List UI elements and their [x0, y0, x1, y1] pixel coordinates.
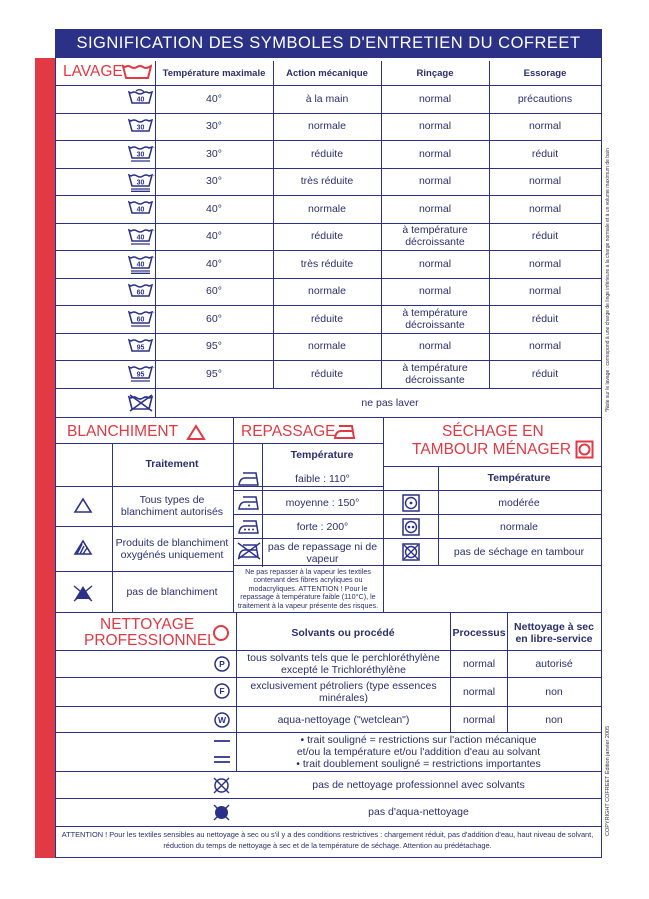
lavage-rincage: normal — [418, 285, 452, 298]
tumble-dry-icon — [575, 440, 594, 459]
svg-text:95: 95 — [136, 371, 145, 379]
lavage-column-temp: Température maximale — [162, 67, 266, 79]
lavage-rincage: normal — [418, 175, 452, 188]
repassage-note: Ne pas repasser à la vapeur les textiles contenant des fibres acryliques ou modacryliques. ATTENTION ! Pour le repassage à température faible (110°C), le traitement à la vapeur présente des risques. — [237, 566, 379, 610]
lavage-rincage: à température décroissante — [402, 306, 468, 331]
grid-hline — [56, 526, 233, 527]
sechage-column: Température — [487, 472, 551, 484]
no-aqua-label: pas d'aqua-nettoyage — [368, 806, 469, 818]
grid-hline — [56, 798, 601, 799]
wash-temp-icon — [127, 309, 155, 329]
wash-temp-icon — [127, 282, 155, 302]
grid-hline — [383, 466, 601, 467]
nettoyage-heading-1: NETTOYAGE — [100, 616, 195, 633]
dry-row-3: pas de séchage en tambour — [453, 546, 585, 558]
lavage-temp: 30° — [206, 175, 222, 188]
wash-temp-icon — [127, 227, 155, 247]
no-wash-icon — [127, 394, 155, 412]
svg-text:60: 60 — [136, 316, 145, 324]
wash-temp-icon — [127, 172, 155, 192]
lavage-temp: 95° — [206, 340, 222, 353]
wash-temp-icon — [127, 89, 155, 109]
lavage-rincage: normal — [418, 340, 452, 353]
underline-note-2: et/ou la température et/ou l'addition d'eau au solvant — [296, 746, 541, 758]
svg-text:95: 95 — [136, 344, 145, 351]
lavage-temp: 60° — [206, 312, 222, 325]
nettoyage-heading-2: PROFESSIONNEL — [84, 632, 216, 649]
sechage-heading-2: TAMBOUR MÉNAGER — [412, 441, 572, 458]
iron-row: forte : 200° — [296, 521, 349, 533]
no-wetclean-icon — [212, 803, 231, 822]
iron-row: pas de repassage ni de vapeur — [267, 541, 378, 565]
lavage-essorage: normal — [528, 340, 562, 353]
lavage-action: réduite — [310, 230, 344, 243]
svg-text:*: * — [153, 172, 155, 178]
grid-hline — [56, 826, 601, 827]
iron-icon — [333, 423, 357, 441]
bleach-row-1: Tous types de blanchiment autorisés — [120, 494, 224, 518]
no-bleach-icon — [72, 583, 94, 602]
grid-hline — [56, 417, 601, 418]
underline-icons — [212, 737, 232, 767]
bleach-triangle-icon — [186, 424, 206, 441]
lavage-action: très réduite — [300, 257, 354, 270]
lavage-essorage: réduit — [531, 230, 559, 243]
lavage-essorage: réduit — [531, 367, 559, 380]
lavage-action: réduite — [310, 367, 344, 380]
lavage-temp: 40° — [206, 230, 222, 243]
svg-text:40: 40 — [136, 96, 145, 104]
svg-text:W: W — [217, 715, 227, 726]
no-dry-clean-icon — [212, 776, 231, 795]
no-wash-label: ne pas laver — [361, 396, 419, 409]
grid-hline — [56, 443, 233, 444]
repassage-column: Température — [290, 449, 354, 461]
footer-line-1: ATTENTION ! Pour les textiles sensibles au nettoyage à sec ou s'il y a des conditions restrictives : chargement réduit, pas d'addition d'eau, haut niveau de solvant, — [61, 829, 594, 839]
lavage-rincage: normal — [418, 120, 452, 133]
lavage-essorage: normal — [528, 175, 562, 188]
lavage-essorage: précautions — [517, 92, 573, 105]
lavage-action: réduite — [310, 312, 344, 325]
sechage-heading-1: SÉCHAGE EN — [442, 423, 544, 440]
lavage-column-action: Action mécanique — [286, 67, 368, 79]
lavage-temp: 40° — [206, 257, 222, 270]
lavage-temp: 60° — [206, 285, 222, 298]
lavage-temp: 95° — [206, 367, 222, 380]
dry-clean-w-icon — [213, 711, 231, 729]
dry-row-1: modérée — [498, 497, 540, 509]
nettoyage-column-3: Nettoyage à sec en libre-service — [514, 621, 594, 645]
nettoyage-self: non — [545, 686, 563, 698]
svg-text:30: 30 — [136, 151, 145, 159]
lavage-column-rincage: Rinçage — [416, 67, 454, 79]
page-title: SIGNIFICATION DES SYMBOLES D'ENTRETIEN DU COFREET — [55, 29, 602, 58]
dry-row-2: normale — [500, 521, 538, 533]
bleach-row-3: pas de blanchiment — [126, 586, 218, 598]
nettoyage-self: non — [545, 713, 563, 726]
svg-text:40: 40 — [136, 206, 145, 214]
lavage-essorage: réduit — [531, 147, 559, 160]
grid-hline — [56, 732, 601, 733]
lavage-essorage: normal — [528, 257, 562, 270]
wash-temp-icon — [127, 199, 155, 219]
blanchiment-heading: BLANCHIMENT — [67, 423, 179, 440]
lavage-rincage: à température décroissante — [402, 224, 468, 249]
nettoyage-process: normal — [462, 686, 496, 698]
grid-vline — [155, 388, 156, 417]
wash-temp-icon — [127, 364, 155, 384]
bleach-oxygen-icon — [73, 539, 93, 556]
nettoyage-proc: tous solvants tels que le perchloréthylène excepté le Trichloréthylène — [247, 652, 440, 676]
iron-row-icon — [236, 542, 262, 560]
grid-hline — [233, 443, 383, 444]
grid-vline — [112, 443, 113, 612]
lavage-temp: 30° — [206, 120, 222, 133]
repassage-heading: REPASSAGE — [241, 423, 336, 440]
svg-text:*: * — [153, 310, 155, 315]
lavage-rincage: normal — [418, 257, 452, 270]
grid-vline — [438, 466, 439, 565]
lavage-rincage: à température décroissante — [402, 361, 468, 386]
svg-text:40: 40 — [136, 261, 145, 269]
lavage-rincage: normal — [418, 202, 452, 215]
lavage-essorage: normal — [528, 120, 562, 133]
dry-normal-icon — [402, 518, 420, 536]
iron-row: faible : 110° — [295, 473, 350, 485]
dry-clean-p-icon — [213, 655, 231, 673]
wash-temp-icon — [127, 117, 155, 137]
copyright: COPYRIGHT COFREET Édition janvier 2005 — [605, 725, 611, 836]
blanchiment-column: Traitement — [145, 458, 199, 470]
svg-text:60: 60 — [136, 289, 145, 296]
lavage-essorage: réduit — [531, 312, 559, 325]
wash-temp-icon — [127, 337, 155, 357]
lavage-action: normale — [308, 120, 346, 133]
bleach-any-icon — [73, 497, 93, 514]
lavage-rincage: normal — [418, 147, 452, 160]
svg-text:*: * — [153, 145, 155, 150]
svg-text:P: P — [219, 659, 225, 670]
no-solvent-label: pas de nettoyage professionnel avec solvants — [312, 779, 525, 791]
lavage-action: à la main — [305, 92, 349, 105]
nettoyage-proc: exclusivement pétroliers (type essences minérales) — [250, 680, 437, 704]
bleach-row-2: Produits de blanchiment oxygénés uniquement — [115, 537, 229, 561]
wash-temp-icon — [127, 254, 155, 274]
nettoyage-self: autorisé — [535, 658, 573, 670]
nettoyage-process: normal — [462, 658, 496, 670]
wash-tub-icon — [122, 64, 152, 80]
grid-hline — [56, 388, 601, 389]
iron-row-icon — [236, 518, 262, 536]
svg-text:*: * — [153, 255, 155, 260]
nettoyage-column-2: Processus — [452, 627, 506, 639]
iron-row: moyenne : 150° — [285, 497, 360, 509]
lavage-action: normale — [308, 285, 346, 298]
iron-row-icon — [236, 470, 262, 488]
lavage-rincage: normal — [418, 92, 452, 105]
svg-text:40: 40 — [136, 234, 145, 241]
lavage-action: très réduite — [300, 175, 354, 188]
iron-row-icon — [236, 494, 262, 512]
nettoyage-process: normal — [462, 713, 496, 726]
nettoyage-proc: aqua-nettoyage ("wetclean") — [277, 713, 410, 726]
lavage-action: normale — [308, 340, 346, 353]
dry-moderate-icon — [402, 494, 420, 512]
underline-note-3: • trait doublement souligné = restrictions importantes — [296, 758, 541, 770]
underline-note-1: • trait souligné = restrictions sur l'action mécanique — [300, 734, 537, 746]
lavage-temp: 40° — [206, 202, 222, 215]
lavage-temp: 40° — [206, 92, 222, 105]
svg-text:F: F — [219, 686, 225, 697]
grid-hline — [56, 771, 601, 772]
lavage-heading: LAVAGE — [63, 63, 123, 80]
lavage-action: normale — [308, 202, 346, 215]
svg-text:*: * — [153, 227, 155, 233]
footer-line-2: réduction du temps de nettoyage à sec et de la température de séchage. Attention au prédétachage. — [163, 840, 492, 850]
lavage-column-essorage: Essorage — [523, 67, 567, 79]
nettoyage-column-1: Solvants ou procédé — [291, 627, 395, 639]
no-tumble-dry-icon — [402, 543, 420, 561]
left-red-bar — [35, 58, 55, 858]
lavage-essorage: normal — [528, 202, 562, 215]
grid-hline — [56, 612, 601, 613]
dry-clean-f-icon — [213, 682, 231, 700]
lavage-essorage: normal — [528, 285, 562, 298]
svg-text:*: * — [153, 365, 155, 370]
dry-clean-circle-icon — [212, 624, 230, 642]
grid-hline — [56, 571, 233, 572]
svg-text:30: 30 — [136, 179, 145, 186]
wash-temp-icon — [127, 144, 155, 164]
lavage-temp: 30° — [206, 147, 222, 160]
lavage-action: réduite — [310, 147, 344, 160]
side-note: *Note sur le lavage : correspond à une charge de linge inférieure à la charge normale et à un volume maximum de bain — [605, 148, 611, 412]
svg-text:30: 30 — [136, 124, 145, 131]
